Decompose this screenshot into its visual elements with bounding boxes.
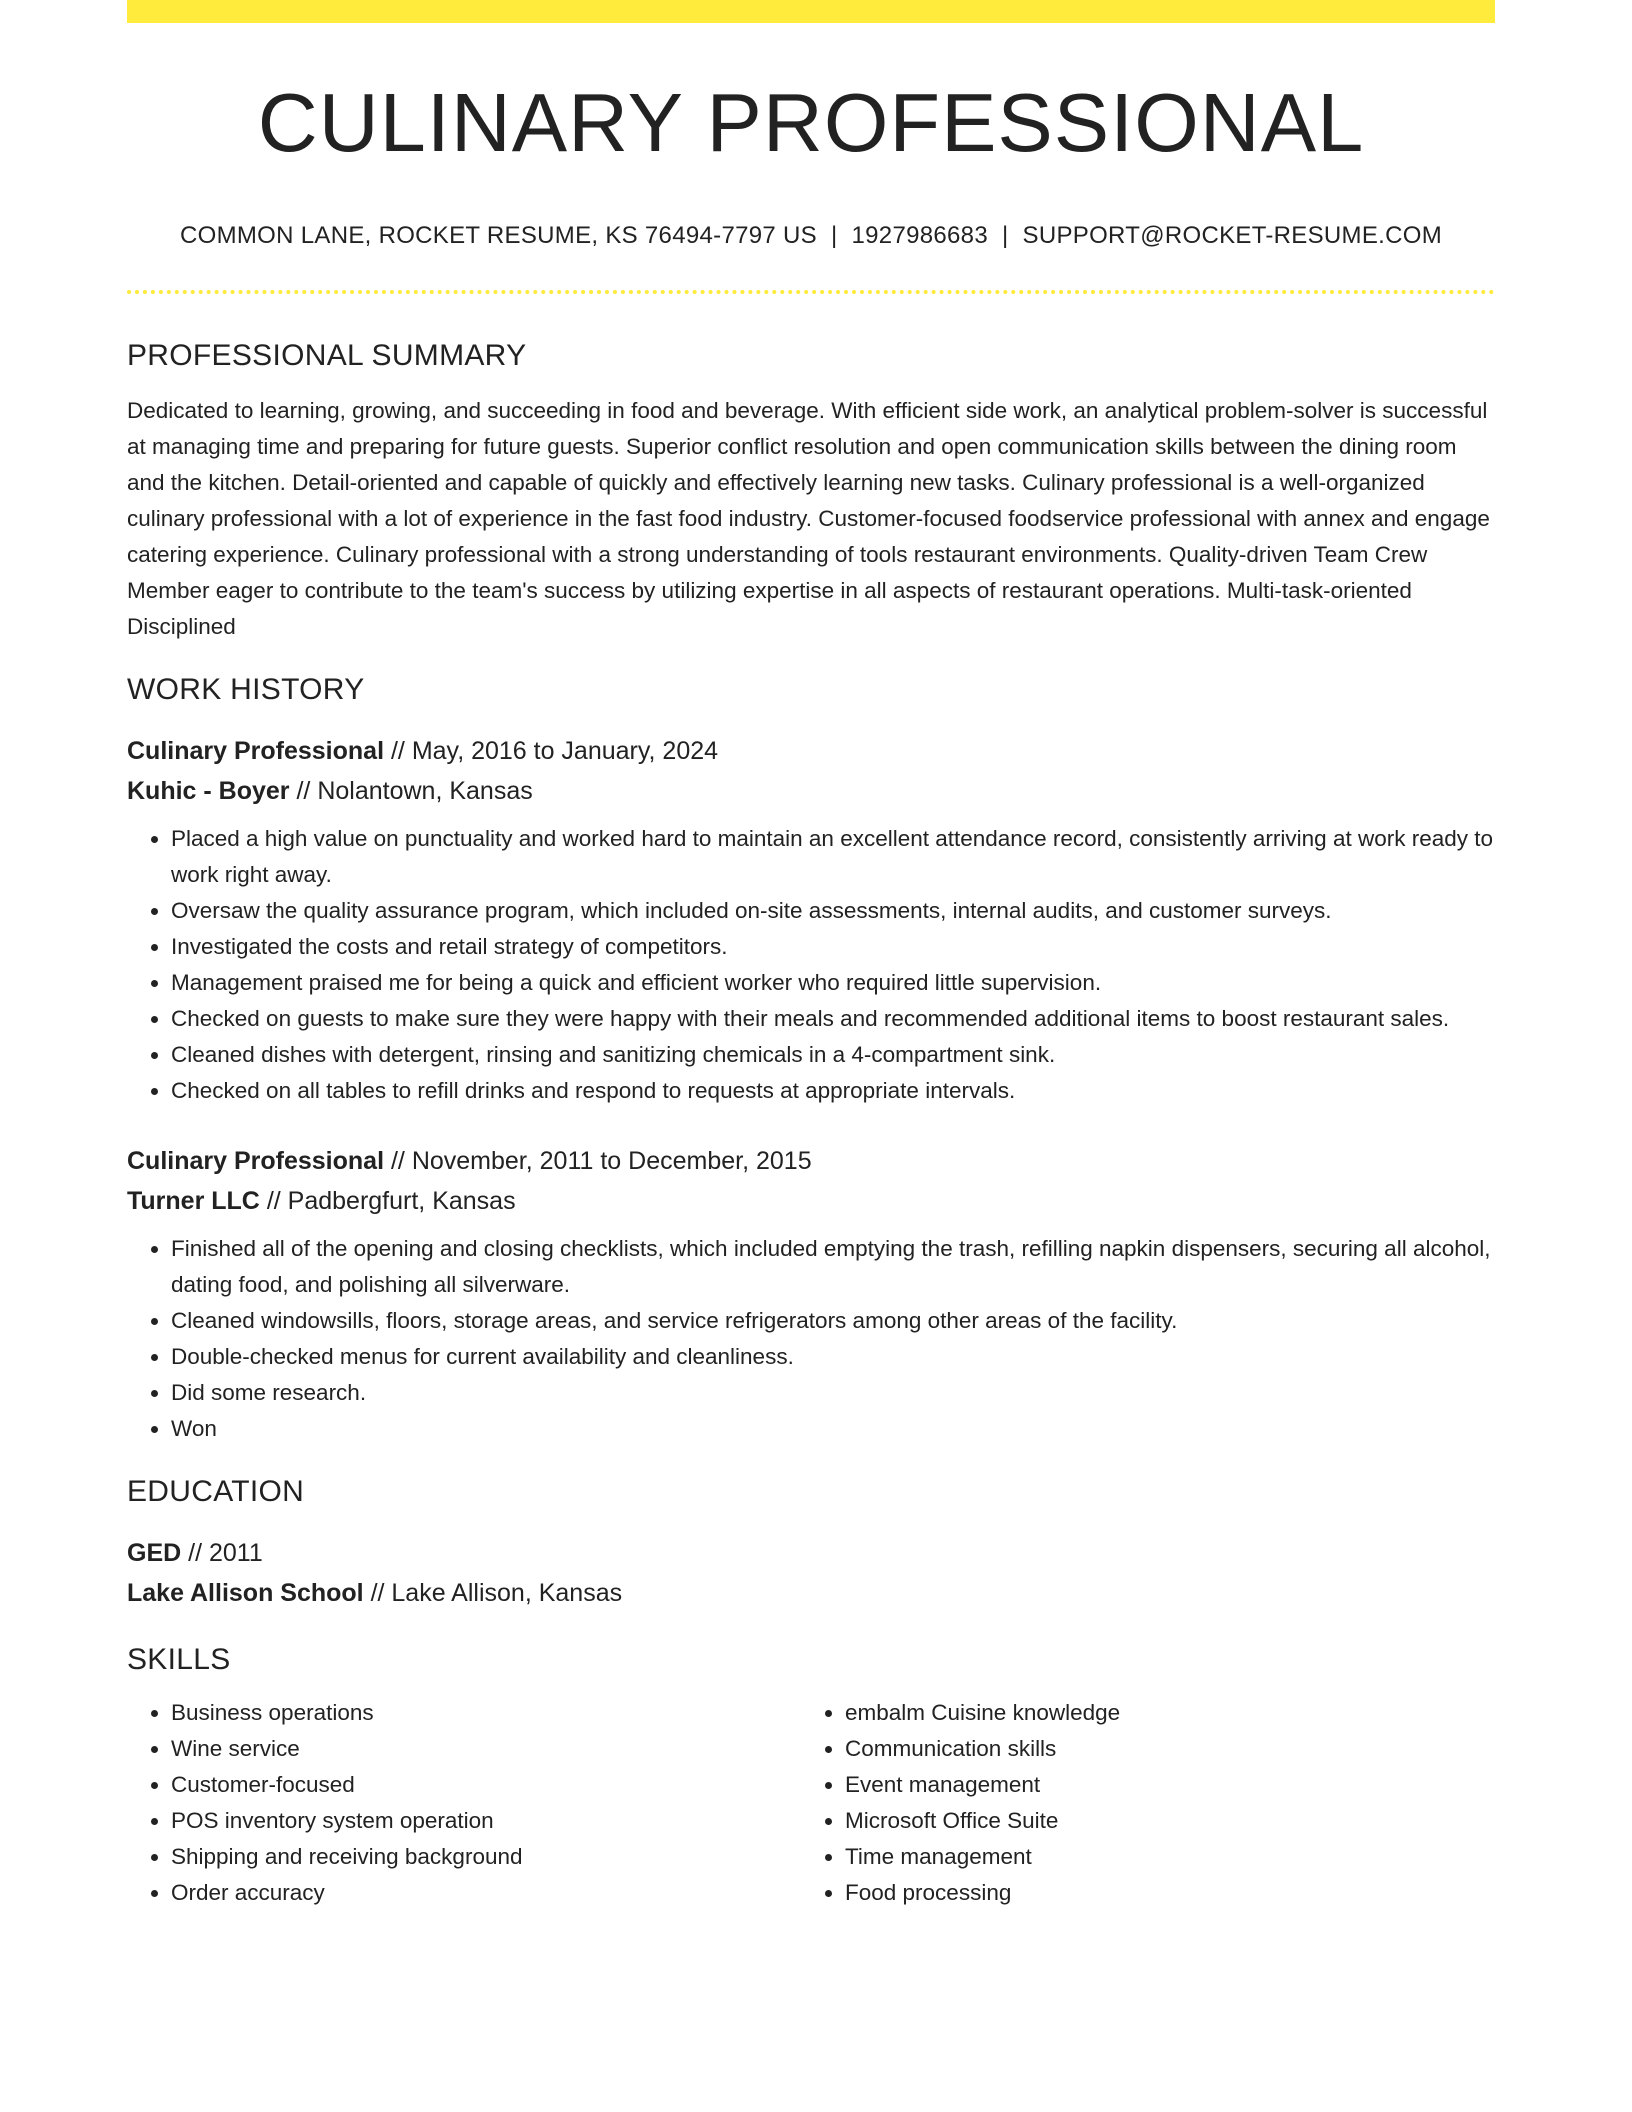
education-school: Lake Allison School [127,1579,364,1607]
job-bullet: • Investigated the costs and retail strategy of competitors. [171,929,1495,965]
top-accent-bar [127,0,1495,23]
job-bullet: • Placed a high value on punctuality and worked hard to maintain an excellent attendance record, consistently arriving at work ready to work right away. [171,821,1495,893]
education-school-line [127,1573,1495,1613]
education-degree: GED [127,1539,182,1567]
job-bullets [127,821,1495,1109]
job-bullet: • Cleaned windowsills, floors, storage areas, and service refrigerators among other areas of the facility. [171,1303,1495,1339]
education-degree-line [127,1533,1495,1573]
skill-item: • POS inventory system operation [171,1803,801,1839]
job-role: Culinary Professional [127,1147,385,1175]
skills-column-left [127,1695,801,1911]
contact-address: COMMON LANE, ROCKET RESUME, KS 76494-7797 US [179,222,817,249]
job-bullet: • Won [171,1411,1495,1447]
skill-item: • Wine service [171,1731,801,1767]
resume-page [127,0,1495,1911]
job-bullet: • Finished all of the opening and closing checklists, which included emptying the trash, refilling napkin dispensers, securing all alcohol, dating food, and polishing all silverware. [171,1231,1495,1303]
skill-item: • Order accuracy [171,1875,801,1911]
education-entry [127,1533,1495,1613]
job-role-line [127,1141,1495,1181]
job-dates: // November, 2011 to December, 2015 [384,1147,812,1175]
job-entry [127,731,1495,1109]
skills-grid [127,1695,1495,1911]
contact-email: SUPPORT@ROCKET-RESUME.COM [1022,222,1442,249]
job-bullet: • Did some research. [171,1375,1495,1411]
job-dates: // May, 2016 to January, 2024 [384,737,719,765]
skills-heading: SKILLS [127,1643,231,1676]
job-company-line [127,771,1495,811]
dotted-divider [127,290,1495,294]
job-entry [127,1141,1495,1447]
job-company-line [127,1181,1495,1221]
job-role-line [127,731,1495,771]
education-year: // 2011 [181,1539,263,1567]
summary-text: Dedicated to learning, growing, and succeeding in food and beverage. With efficient side work, an analytical problem-solver is successful at managing time and preparing for future guests. Superior conflict resolution and open communication skills between the dining room and the kitchen. Detail-oriented and capable of quickly and effectively learning new tasks. Culinary professional is a well-organized culinary professional with a lot of experience in the fast food industry. Customer-focused foodservice professional with annex and engage catering experience. Culinary professional with a strong understanding of tools restaurant environments. Quality-driven Team Crew Member eager to contribute to the team's success by utilizing expertise in all aspects of restaurant operations. Multi-task-oriented Disciplined [127,398,1490,639]
job-bullet: • Oversaw the quality assurance program, which included on-site assessments, internal audits, and customer surveys. [171,893,1495,929]
job-role: Culinary Professional [127,737,385,765]
education-heading: EDUCATION [127,1475,305,1508]
job-company: Turner LLC [127,1187,260,1215]
job-bullet: • Checked on all tables to refill drinks and respond to requests at appropriate intervals. [171,1073,1495,1109]
work-history-heading: WORK HISTORY [127,673,365,706]
skill-item: • Shipping and receiving background [171,1839,801,1875]
skills-list [127,1695,801,1911]
job-bullets [127,1231,1495,1447]
contact-separator: | [1001,222,1009,249]
contact-line [127,222,1495,250]
education-location: // Lake Allison, Kansas [363,1579,623,1607]
skill-item: • Food processing [845,1875,1475,1911]
contact-separator: | [830,222,838,249]
summary-heading: PROFESSIONAL SUMMARY [127,339,527,372]
contact-phone: 1927986683 [851,222,988,249]
skill-item: • Microsoft Office Suite [845,1803,1475,1839]
job-bullet: • Management praised me for being a quick and efficient worker who required little supervision. [171,965,1495,1001]
job-bullet: • Checked on guests to make sure they were happy with their meals and recommended additional items to boost restaurant sales. [171,1001,1495,1037]
job-company: Kuhic - Boyer [127,777,290,805]
job-location: // Padbergfurt, Kansas [259,1187,516,1215]
candidate-name: CULINARY PROFESSIONAL [257,76,1365,169]
skills-column-right [801,1695,1475,1911]
job-location: // Nolantown, Kansas [289,777,533,805]
job-bullet: • Double-checked menus for current availability and cleanliness. [171,1339,1495,1375]
skill-item: • Communication skills [845,1731,1475,1767]
job-bullet: • Cleaned dishes with detergent, rinsing and sanitizing chemicals in a 4-compartment sink. [171,1037,1495,1073]
skill-item: • Business operations [171,1695,801,1731]
skill-item: • Time management [845,1839,1475,1875]
skills-list [801,1695,1475,1911]
skill-item: • Customer-focused [171,1767,801,1803]
skill-item: • embalm Cuisine knowledge [845,1695,1475,1731]
skill-item: • Event management [845,1767,1475,1803]
